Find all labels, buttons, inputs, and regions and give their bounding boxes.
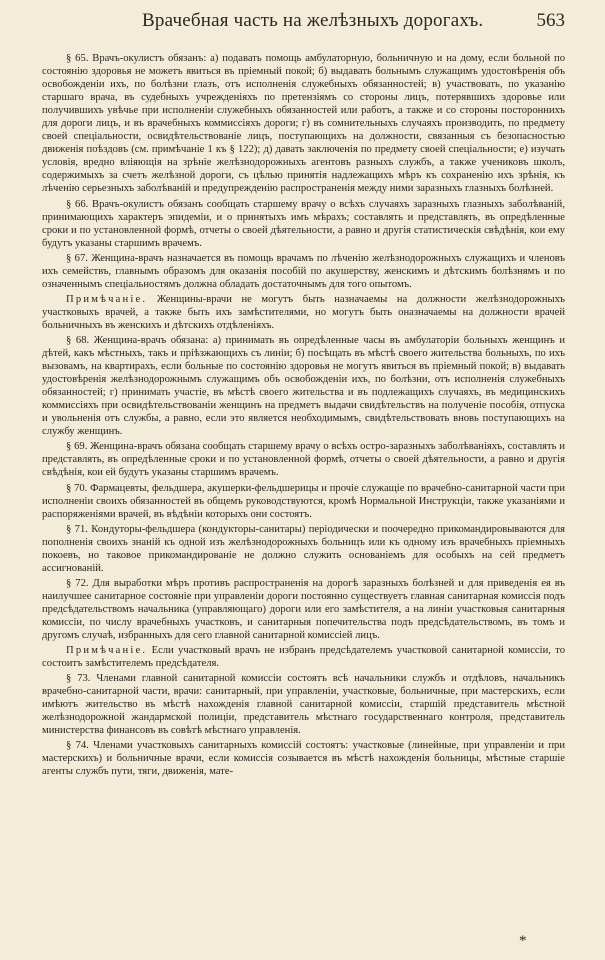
paragraph-66: § 66. Врачъ-окулистъ обязанъ сообщать старшему врачу о всѣхъ случаяхъ заразныхъ глазныхъ заболѣваній, принимающихъ характеръ эпидеміи, и о принятыхъ имъ мѣрахъ; составлять и представлять, въ опредѣленные сроки и по установленной формѣ, отчеты о своей дѣятельности, а равно и другія статистическія свѣдѣнія, кои ему будутъ указаны старшимъ врачемъ. <box>42 198 565 249</box>
note-lead: Примѣчаніе. <box>66 293 148 305</box>
paragraph-68: § 68. Женщина-врачъ обязана: а) принимать въ опредѣленные часы въ амбулаторіи больныхъ женщинъ и дѣтей, какъ мѣстныхъ, такъ и пріѣзжающихъ съ линіи; б) посѣщать въ мѣстѣ своего жительства больныхъ, по ихъ вызовамъ, на квартирахъ, если больные по состоянію здоровья не могутъ явиться въ пріемный покой; в) выдавать удостовѣренія желѣзнодорожнымъ служащимъ объ освобожденіи ихъ, по болѣзни, отъ исполненія служебныхъ обязанностей; г) принимать участіе, въ мѣстѣ своего жительства и въ подлежащихъ случаяхъ, въ медицинскихъ коммиссіяхъ при освидѣтельствованіи женщинъ на предметъ выдачи свидѣтельствъ на полученіе пособія, отпуска и увольненія отъ службы, а равно, если это является необходимымъ, свидѣтельствовать вновь поступающихъ на службу женщинъ. <box>42 334 565 438</box>
page-header <box>42 10 565 40</box>
paragraph-67: § 67. Женщина-врачъ назначается въ помощь врачамъ по лѣченію желѣзнодорожныхъ служащихъ и членовъ ихъ семействъ, главнымъ образомъ для оказанія пособій по акушерству, женскимъ и дѣтскимъ болѣзнямъ и по означеннымъ спеціальностямъ должна обладать достаточнымъ для того опытомъ. <box>42 252 565 290</box>
running-title: Врачебная часть на желѣзныхъ дорогахъ. <box>142 10 484 31</box>
footer-signature-mark: * <box>519 933 527 949</box>
note-67: Примѣчаніе. Женщины-врачи не могутъ быть назначаемы на должности желѣзнодорожныхъ участковыхъ врачей, а также быть ихъ замѣстителями, но могутъ быть оназначаемы на должности врачей больничныхъ въ женскихъ и дѣтскихъ отдѣленіяхъ. <box>42 293 565 331</box>
paragraph-65: § 65. Врачъ-окулистъ обязанъ: а) подавать помощь амбулаторную, больничную и на дому, если больной по состоянію здоровья не можетъ явиться въ пріемный покой; б) выдавать больнымъ служащимъ удостовѣренія объ освобожденіи ихъ, по болѣзни глазъ, отъ исполненія служебныхъ обязанностей; в) участвовать, по указанію старшаго врача, въ судебныхъ учрежденіяхъ по претензіямъ со стороны лицъ, потерявшихъ здоровье или получившихъ увѣчье при исполненіи служебныхъ обязанностей или работъ, а также и со стороны постороннихъ для дороги лицъ, и въ врачебныхъ коммиссіяхъ дороги; г) въ сомнительныхъ случаяхъ производить, по предмету своей спеціальности, освидѣтельствованіе лицъ, поступающихъ на должности, связанныя съ безопасностью движенія поѣздовъ (см. примѣчаніе 1 къ § 122); д) давать заключенія по предмету своей спеціальности; е) изучать условія, вредно вліяющія на зрѣніе желѣзнодорожныхъ агентовъ разныхъ службъ, а также учениковъ школъ, содержимыхъ за счетъ желѣзной дороги, съ цѣлью принятія надлежащихъ мѣръ къ сохраненію ихъ зрѣнія, къ лѣченію серьезныхъ заболѣваній и предупрежденію распространенія между ними заразныхъ глазныхъ болѣзней. <box>42 53 565 195</box>
paragraph-74: § 74. Членами участковыхъ санитарныхъ комиссій состоятъ: участковые (линейные, при управленіи и при мастерскихъ) и больничные врачи, если комиссія созывается въ мѣстѣ нахожденія больницы, мѣстные старшіе агенты службъ пути, тяги, движенія, мате- <box>42 740 565 778</box>
page-number: 563 <box>536 10 565 31</box>
paragraph-69: § 69. Женщина-врачъ обязана сообщать старшему врачу о всѣхъ остро-заразныхъ заболѣваніяхъ, составлять и представлять, въ опредѣленные сроки и по установленной формѣ, отчеты о своей дѣятельности, а равно и другія свѣдѣнія, кои ей будутъ указаны старшимъ врачемъ. <box>42 441 565 479</box>
note-72: Примѣчаніе. Если участковый врачъ не избранъ предсѣдателемъ участковой санитарной комиссіи, то состоитъ замѣстителемъ предсѣдателя. <box>42 645 565 670</box>
paragraph-70: § 70. Фармацевты, фельдшера, акушерки-фельдшерицы и прочіе служащіе по врачебно-санитарной части при исполненіи своихъ обязанностей въ общемъ руководствуются, кромѣ Нормальной Инструкціи, также указаніями и распоряженіями врачей, въ вѣдѣніи которыхъ они состоятъ. <box>42 482 565 520</box>
note-lead: Примѣчаніе. <box>66 645 148 657</box>
paragraph-73: § 73. Членами главной санитарной комиссіи состоятъ всѣ начальники службъ и отдѣловъ, начальникъ врачебно-санитарной части, врачи: санитарный, при управленіи, участковые, больничные, при мастерскихъ, если имѣютъ жительство въ мѣстѣ нахожденія главной санитарной комиссіи, старшій представитель мѣстной желѣзнодорожной жандармской полиціи, представитель мѣстнаго государственнаго контроля, представитель министерства финансовъ въ совѣтѣ мѣстнаго управленія. <box>42 673 565 737</box>
page-body <box>42 52 565 779</box>
paragraph-72: § 72. Для выработки мѣръ противъ распространенія на дорогѣ заразныхъ болѣзней и для приведенія ея въ наилучшее санитарное состояніе при управленіи дороги постоянно существуетъ главная санитарная комиссія подъ предсѣдательствомъ начальника (управляющаго) дороги или его замѣстителя, а на линіи участковыя санитарныя комиссіи, по числу врачебныхъ участковъ, и санитарныя попечительства подъ предсѣдательствомъ, въ томъ и другомъ случаѣ, избранныхъ для сего главной санитарной комиссіей лицъ. <box>42 577 565 642</box>
paragraph-71: § 71. Кондуторы-фельдшера (кондукторы-санитары) періодически и поочередно прикомандировываются для пополненія своихъ знаній къ одной изъ желѣзнодорожныхъ больницъ или къ одному изъ врачебныхъ пріемныхъ покоевъ, но таковое прикомандированіе не должно служить основаніемъ для особыхъ на сей предметъ ассигнованій. <box>42 523 565 574</box>
